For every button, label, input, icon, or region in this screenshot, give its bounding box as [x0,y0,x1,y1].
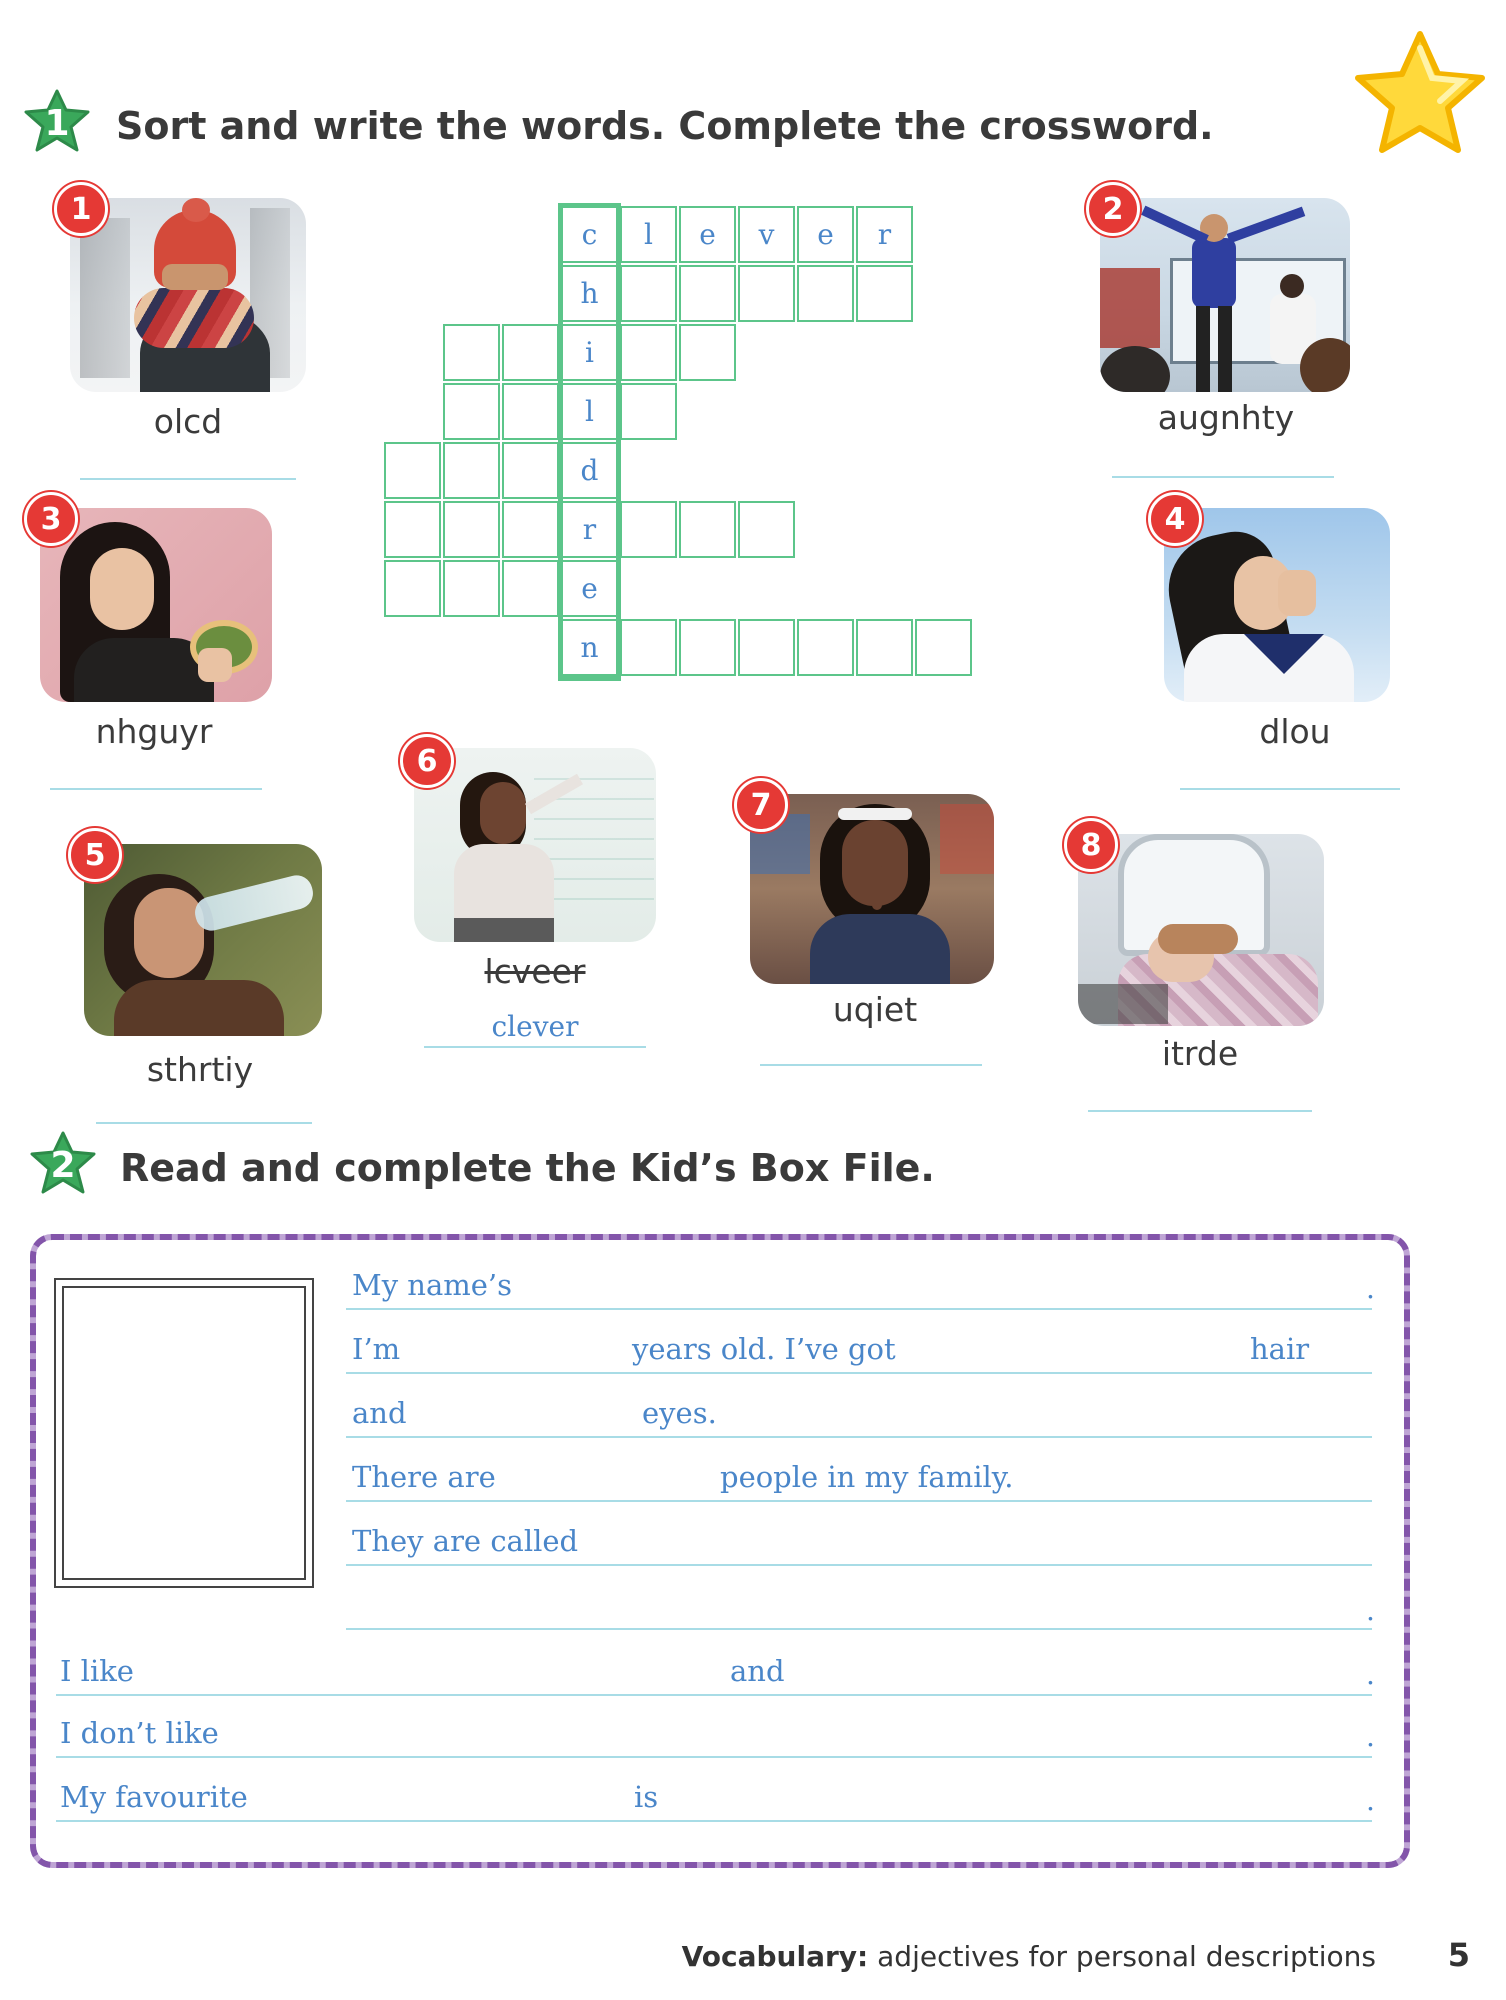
picture-1-answer-line[interactable] [80,478,296,480]
footer-label: Vocabulary: [681,1940,869,1973]
picture-4-answer-line[interactable] [1180,788,1400,790]
picture-6 [414,748,656,942]
picture-6-number: 6 [400,734,454,788]
file-years-old-label: years old. I’ve got [632,1332,896,1366]
crossword-cell[interactable] [797,265,854,322]
crossword-cell[interactable] [502,560,559,617]
crossword-cell[interactable] [502,383,559,440]
footer-caption [682,1940,1376,1973]
file-they-are-called-label: They are called [352,1524,579,1558]
crossword-cell[interactable] [679,324,736,381]
crossword-cell[interactable] [679,501,736,558]
crossword-cell[interactable]: h [561,265,618,322]
page-number: 5 [1447,1936,1470,1974]
crossword-cell[interactable] [384,560,441,617]
file-people-label: people in my family. [720,1460,1014,1494]
file-eyes-label: eyes. [642,1396,717,1430]
picture-8-scrambled-word: itrde [1161,1034,1239,1073]
file-my-name-label: My name’s [352,1268,513,1302]
file-names-continued-line[interactable] [346,1628,1372,1630]
crossword-cell[interactable] [620,619,677,676]
photo-frame[interactable] [54,1278,314,1588]
crossword-cell[interactable] [620,265,677,322]
picture-1 [70,198,306,392]
picture-8-number: 8 [1064,818,1118,872]
crossword-cell[interactable]: n [561,619,618,676]
crossword-cell[interactable] [502,501,559,558]
picture-6-scrambled-word: lcveer [484,952,586,991]
crossword-cell[interactable] [738,619,795,676]
picture-8 [1078,834,1324,1026]
crossword-cell[interactable] [443,560,500,617]
crossword-cell[interactable]: l [620,206,677,263]
crossword-cell[interactable] [738,501,795,558]
file-period: . [1366,1720,1375,1753]
file-likes-line[interactable] [56,1694,1372,1696]
file-period: . [1366,1594,1375,1627]
crossword-cell[interactable] [502,324,559,381]
file-there-are-label: There are [352,1460,496,1494]
crossword-cell[interactable]: e [797,206,854,263]
star-icon [1350,26,1490,156]
picture-7-answer-line[interactable] [760,1064,982,1066]
file-period: . [1366,1658,1375,1691]
file-names-line[interactable] [346,1564,1372,1566]
file-my-favourite-label: My favourite [60,1780,248,1814]
crossword-cell[interactable] [915,619,972,676]
picture-4 [1164,508,1390,702]
file-hair-label: hair [1250,1332,1310,1366]
picture-2 [1100,198,1350,392]
crossword-cell[interactable] [620,501,677,558]
picture-7-number: 7 [734,778,788,832]
file-i-like-label: I like [60,1654,134,1688]
crossword-cell[interactable]: e [679,206,736,263]
file-im-label: I’m [352,1332,401,1366]
picture-2-scrambled-word: augnhty [1157,398,1295,437]
crossword-cell[interactable] [443,324,500,381]
file-and-label: and [352,1396,407,1430]
picture-7 [750,794,994,984]
picture-7-scrambled-word: uqiet [832,990,918,1029]
exercise-1-number: 1 [44,102,70,144]
crossword-cell[interactable] [443,442,500,499]
exercise-1-badge [22,88,92,158]
crossword-cell[interactable] [384,501,441,558]
picture-3-scrambled-word: nhguyr [95,712,213,751]
picture-1-scrambled-word: olcd [153,402,223,441]
crossword-cell[interactable] [443,383,500,440]
picture-3-number: 3 [24,492,78,546]
file-dislikes-line[interactable] [56,1756,1372,1758]
file-is-label: is [634,1780,659,1814]
picture-4-scrambled-word: dlou [1259,712,1331,751]
file-and-2-label: and [730,1654,785,1688]
picture-5 [84,844,322,1036]
picture-3-answer-line[interactable] [50,788,262,790]
picture-1-number: 1 [54,182,108,236]
file-name-line[interactable] [346,1308,1372,1310]
picture-5-number: 5 [68,828,122,882]
picture-8-answer-line[interactable] [1088,1110,1312,1112]
file-eyes-line[interactable] [346,1436,1372,1438]
exercise-2-badge [28,1130,98,1200]
crossword-cell[interactable] [443,501,500,558]
file-i-dont-like-label: I don’t like [60,1716,219,1750]
picture-5-scrambled-word: sthrtiy [146,1050,254,1089]
crossword-cell[interactable] [502,442,559,499]
crossword-cell[interactable] [679,265,736,322]
picture-4-number: 4 [1148,492,1202,546]
footer-text: adjectives for personal descriptions [877,1940,1376,1973]
crossword-cell[interactable] [856,265,913,322]
file-family-line[interactable] [346,1500,1372,1502]
picture-6-answer: clever [491,1010,579,1043]
exercise-1-title: Sort and write the words. Complete the crossword. [116,104,1214,148]
exercise-2-number: 2 [50,1144,76,1186]
crossword-cell[interactable]: r [561,501,618,558]
picture-2-answer-line[interactable] [1112,476,1334,478]
picture-5-answer-line[interactable] [96,1122,312,1124]
crossword-cell[interactable] [620,383,677,440]
crossword-cell[interactable]: i [561,324,618,381]
crossword-cell[interactable]: v [738,206,795,263]
picture-3 [40,508,272,702]
file-period: . [1366,1784,1375,1817]
picture-2-number: 2 [1086,182,1140,236]
crossword-cell[interactable]: c [561,206,618,263]
crossword-cell[interactable] [620,324,677,381]
crossword-cell[interactable] [856,619,913,676]
file-age-hair-line[interactable] [346,1372,1372,1374]
file-favourite-line[interactable] [56,1820,1372,1822]
crossword-cell[interactable] [738,265,795,322]
crossword-cell[interactable]: d [561,442,618,499]
crossword-cell[interactable]: r [856,206,913,263]
crossword-cell[interactable] [384,442,441,499]
crossword-cell[interactable]: l [561,383,618,440]
exercise-2-title: Read and complete the Kid’s Box File. [120,1146,935,1190]
file-period: . [1366,1272,1375,1305]
picture-6-answer-line[interactable] [424,1046,646,1048]
crossword-cell[interactable]: e [561,560,618,617]
crossword-cell[interactable] [679,619,736,676]
crossword-cell[interactable] [797,619,854,676]
